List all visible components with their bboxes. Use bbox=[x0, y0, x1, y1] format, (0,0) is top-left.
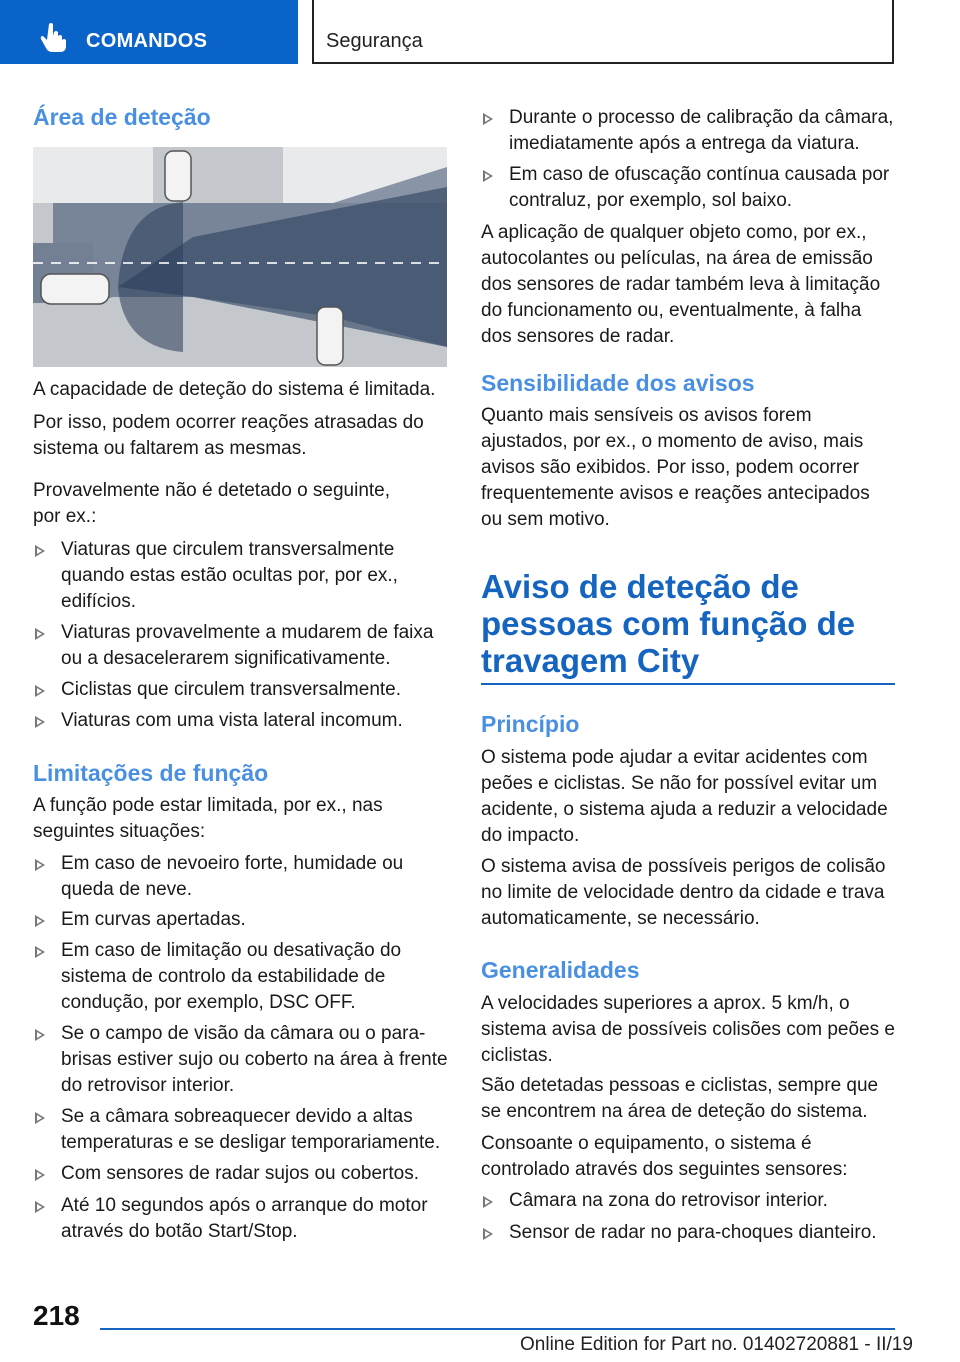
paragraph: Provavelmente não é detetado o seguinte, por ex.: bbox=[33, 480, 391, 527]
paragraph: O sistema pode ajudar a evitar acidentes com peões e ciclistas. Se não for possível evitar um acidente, o sistema ajuda a reduzir a velocidade do impacto. bbox=[481, 747, 888, 846]
list-item: Sensor de radar no para-choques dianteiro. bbox=[481, 1220, 895, 1246]
paragraph: Consoante o equipamento, o sistema é controlado através dos seguintes sensores: bbox=[481, 1133, 848, 1180]
list-item: Se o campo de visão da câmara ou o para-brisas estiver sujo ou coberto na área à frente do retrovisor interior. bbox=[33, 1021, 449, 1099]
bullet-triangle-icon bbox=[35, 1201, 45, 1213]
paragraph: Quanto mais sensíveis os avisos forem ajustados, por ex., o momento de aviso, mais avisos são exibidos. Por isso, podem ocorrer frequentemente avisos e reações antecipados ou sem motivo. bbox=[481, 405, 870, 530]
bullet-triangle-icon bbox=[483, 113, 493, 125]
bullet-triangle-icon bbox=[35, 946, 45, 958]
detection-area-illustration bbox=[33, 147, 447, 367]
heading-detection-area: Área de deteção bbox=[33, 104, 211, 130]
bullet-triangle-icon bbox=[35, 1029, 45, 1041]
paragraph: A capacidade de deteção do sistema é limitada. bbox=[33, 379, 436, 400]
title-underline bbox=[481, 683, 895, 685]
bullet-triangle-icon bbox=[35, 915, 45, 927]
heading-general: Generalidades bbox=[481, 957, 640, 983]
section-title: Aviso de deteção de pessoas com função de travagem City bbox=[481, 568, 856, 679]
list-item: Durante o processo de calibração da câmara, imediatamente após a entrega da viatura. bbox=[481, 105, 895, 157]
paragraph: A velocidades superiores a aprox. 5 km/h, o sistema avisa de possíveis colisões com peões e ciclistas. bbox=[481, 993, 895, 1066]
hand-pointer-icon bbox=[40, 22, 68, 52]
page-number: 218 bbox=[33, 1300, 80, 1331]
paragraph: A aplicação de qualquer objeto como, por ex., autocolantes ou películas, na área de emissão dos sensores de radar também leva à limitação do funcionamento ou, eventualmente, à falha dos sensores de radar. bbox=[481, 222, 881, 347]
bullet-triangle-icon bbox=[35, 1112, 45, 1124]
chapter-box bbox=[312, 0, 894, 64]
bullet-triangle-icon bbox=[483, 1228, 493, 1240]
list-item: Em caso de ofuscação contínua causada por contraluz, por exemplo, sol baixo. bbox=[481, 162, 895, 214]
list-item: Em caso de limitação ou desativação do sistema de controlo da estabilidade de condução, por exemplo, DSC OFF. bbox=[33, 938, 449, 1016]
bullet-triangle-icon bbox=[35, 545, 45, 557]
chapter-label: Segurança bbox=[326, 30, 423, 52]
section-tab-label: COMANDOS bbox=[86, 30, 208, 52]
bullet-triangle-icon bbox=[35, 1169, 45, 1181]
list-item: Ciclistas que circulem transversalmente. bbox=[33, 677, 449, 703]
list-item: Viaturas que circulem transversalmente quando estas estão ocultas por, por ex., edifícios. bbox=[33, 537, 449, 615]
list-item: Com sensores de radar sujos ou cobertos. bbox=[33, 1161, 449, 1187]
heading-sensitivity: Sensibilidade dos avisos bbox=[481, 370, 755, 396]
paragraph: São detetadas pessoas e ciclistas, sempre que se encontrem na área de deteção do sistema. bbox=[481, 1075, 879, 1122]
list-item: Se a câmara sobreaquecer devido a altas temperaturas e se desligar temporariamente. bbox=[33, 1104, 449, 1156]
paragraph: A função pode estar limitada, por ex., nas seguintes situações: bbox=[33, 795, 383, 842]
section-tab bbox=[0, 0, 298, 64]
list-item: Em curvas apertadas. bbox=[33, 907, 449, 933]
edition-note: Online Edition for Part no. 01402720881 - II/19 bbox=[520, 1334, 913, 1355]
footer-rule bbox=[100, 1328, 895, 1330]
paragraph: Por isso, podem ocorrer reações atrasadas do sistema ou faltarem as mesmas. bbox=[33, 412, 424, 459]
paragraph: O sistema avisa de possíveis perigos de colisão no limite de velocidade dentro da cidade e trava automaticamente, se necessário. bbox=[481, 856, 886, 929]
heading-limitations: Limitações de função bbox=[33, 760, 269, 786]
bullet-triangle-icon bbox=[35, 716, 45, 728]
list-item: Em caso de nevoeiro forte, humidade ou queda de neve. bbox=[33, 851, 449, 903]
list-item: Viaturas com uma vista lateral incomum. bbox=[33, 708, 449, 734]
bullet-triangle-icon bbox=[35, 628, 45, 640]
bullet-triangle-icon bbox=[35, 859, 45, 871]
heading-principle: Princípio bbox=[481, 711, 580, 737]
list-item: Até 10 segundos após o arranque do motor através do botão Start/Stop. bbox=[33, 1193, 449, 1245]
bullet-triangle-icon bbox=[483, 1196, 493, 1208]
list-item: Câmara na zona do retrovisor interior. bbox=[481, 1188, 895, 1214]
bullet-triangle-icon bbox=[483, 170, 493, 182]
list-item: Viaturas provavelmente a mudarem de faixa ou a desacelerarem significativamente. bbox=[33, 620, 449, 672]
bullet-triangle-icon bbox=[35, 685, 45, 697]
